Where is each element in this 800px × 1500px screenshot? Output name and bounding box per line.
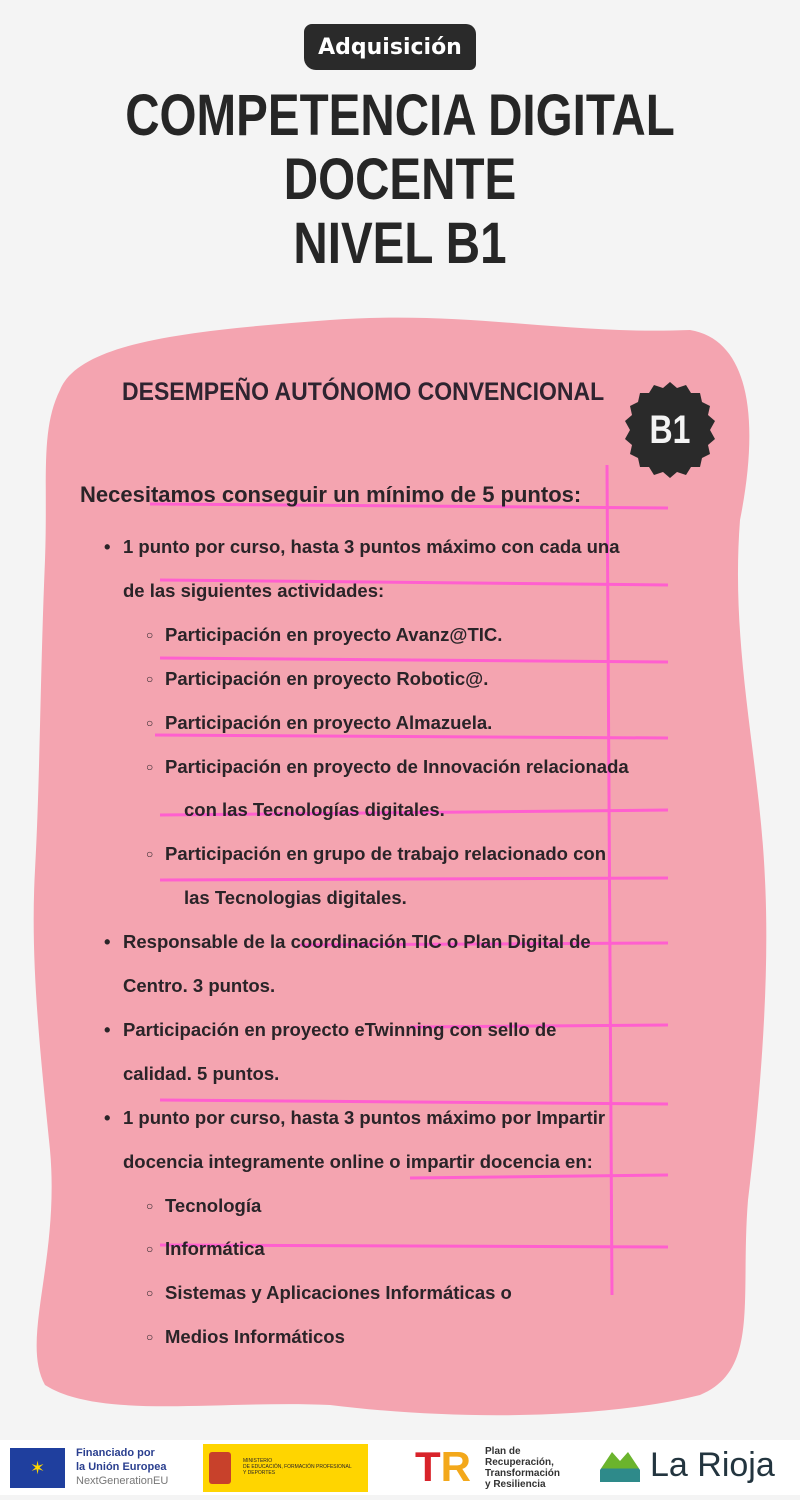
list-item <box>146 1195 261 1217</box>
list-item <box>146 843 606 865</box>
list-item-text: Participación en proyecto Almazuela. <box>165 711 493 733</box>
prtr-line: Recuperación, <box>485 1457 554 1468</box>
list-item-text: Participación en proyecto eTwinning con sello de <box>123 1018 557 1040</box>
eu-line: la Unión Europea <box>76 1461 167 1473</box>
prtr-line: Plan de <box>485 1446 521 1457</box>
list-item-continuation <box>104 1063 279 1085</box>
list-item-text: 1 punto por curso, hasta 3 puntos máximo por Impartir <box>123 1106 606 1128</box>
list-item <box>146 1238 265 1260</box>
intro-text: Necesitamos conseguir un mínimo de 5 puntos: <box>80 482 582 507</box>
list-item-text: Responsable de la coordinación TIC o Plan Digital de <box>123 931 591 953</box>
eu-flag-icon: ✶ <box>10 1448 65 1488</box>
list-item <box>146 1326 345 1348</box>
list-item <box>146 712 492 734</box>
la-rioja-label: La Rioja <box>650 1446 775 1484</box>
list-item <box>104 1107 605 1129</box>
title-line: COMPETENCIA DIGITAL <box>125 83 675 148</box>
list-item-text: docencia integramente online o impartir docencia en: <box>123 1150 593 1172</box>
list-item-text: Informática <box>165 1238 265 1260</box>
list-item <box>146 624 502 646</box>
spain-shield-icon <box>209 1452 231 1484</box>
ministry-line: MINISTERIO <box>243 1458 273 1464</box>
list-item-text: las Tecnologias digitales. <box>184 887 407 909</box>
list-item <box>146 1282 512 1304</box>
list-item-text: calidad. 5 puntos. <box>123 1062 280 1084</box>
list-item-continuation <box>104 1151 593 1173</box>
list-item-text: de las siguientes actividades: <box>123 579 385 601</box>
title-line: NIVEL B1 <box>293 211 507 276</box>
list-item-text: 1 punto por curso, hasta 3 puntos máximo con cada una <box>123 536 620 557</box>
ministry-logo <box>203 1444 368 1492</box>
list-item-text: Centro. 3 puntos. <box>123 975 276 996</box>
list-item <box>104 931 591 953</box>
category-tag: Adquisición <box>304 24 476 70</box>
badge-label: B1 <box>649 407 691 452</box>
section-subtitle: DESEMPEÑO AUTÓNOMO CONVENCIONAL <box>122 378 605 406</box>
title-line: DOCENTE <box>283 147 517 212</box>
la-rioja-mountain-icon <box>600 1452 640 1482</box>
list-item <box>146 756 629 778</box>
list-item <box>104 1019 556 1041</box>
list-item-continuation <box>104 975 275 997</box>
list-item-text: con las Tecnologías digitales. <box>184 799 445 821</box>
funding-logos-footer <box>0 1440 800 1495</box>
list-item <box>104 536 620 558</box>
ministry-line: Y DEPORTES <box>243 1470 276 1476</box>
prtr-line: y Resiliencia <box>485 1479 546 1490</box>
list-item-continuation <box>165 799 445 821</box>
list-item-text: Tecnología <box>165 1194 262 1216</box>
prtr-label <box>485 1446 560 1490</box>
ministry-line: DE EDUCACIÓN, FORMACIÓN PROFESIONAL <box>243 1464 352 1470</box>
list-item-text: Medios Informáticos <box>165 1326 345 1348</box>
list-item-text: Participación en proyecto Robotic@. <box>165 667 489 689</box>
prtr-logo-icon: TR <box>415 1443 471 1490</box>
list-item-text: Participación en proyecto Avanz@TIC. <box>165 623 503 645</box>
eu-label <box>76 1446 168 1488</box>
level-badge <box>620 380 720 480</box>
prtr-line: Transformación <box>485 1468 561 1479</box>
list-item-text: Sistemas y Aplicaciones Informáticas o <box>165 1282 512 1304</box>
list-item-text: Participación en grupo de trabajo relacionado con <box>165 843 607 865</box>
list-item-text: Participación en proyecto de Innovación relacionada <box>165 755 629 777</box>
list-item-continuation <box>165 887 407 909</box>
eu-line: Financiado por <box>76 1447 155 1459</box>
list-item <box>146 668 488 690</box>
list-item-continuation <box>104 580 384 602</box>
eu-line: NextGenerationEU <box>76 1475 169 1487</box>
